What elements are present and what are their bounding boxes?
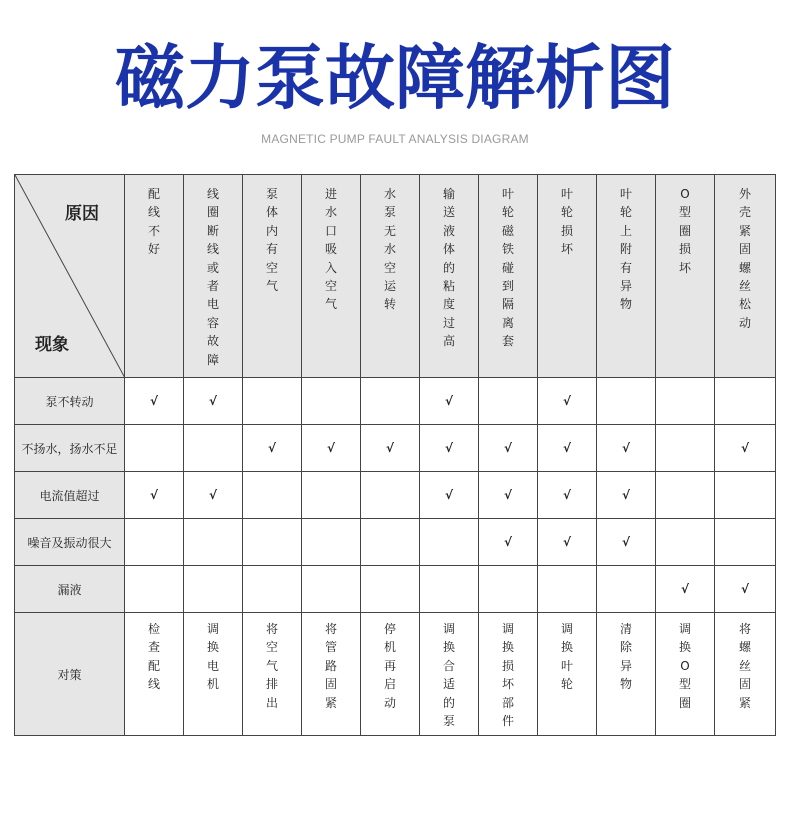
cause-header-1 — [125, 175, 184, 378]
cause-header-label: 进水口吸入空气 — [324, 187, 337, 312]
empty-cell — [538, 566, 597, 613]
check-mark-cell: √ — [302, 425, 361, 472]
empty-cell — [361, 519, 420, 566]
check-mark-cell: √ — [420, 425, 479, 472]
solution-text: 调换叶轮 — [560, 622, 573, 692]
cause-header-7 — [479, 175, 538, 378]
solution-text: 检查配线 — [147, 622, 160, 692]
solution-text: 清除异物 — [619, 622, 632, 692]
check-mark-cell: √ — [538, 378, 597, 425]
phenomenon-label: 泵不转动 — [15, 378, 125, 425]
phenomenon-row — [15, 378, 776, 425]
cause-header-9 — [597, 175, 656, 378]
solution-text: 将空气排出 — [265, 622, 278, 710]
empty-cell — [361, 472, 420, 519]
phenomenon-label: 漏液 — [15, 566, 125, 613]
check-mark-cell: √ — [597, 472, 656, 519]
check-mark-cell: √ — [715, 566, 776, 613]
page-subtitle: MAGNETIC PUMP FAULT ANALYSIS DIAGRAM — [261, 132, 529, 146]
solution-text: 调换损坏部件 — [501, 622, 514, 729]
solution-text: 将管路固紧 — [324, 622, 337, 710]
solution-text: 停机再启动 — [383, 622, 396, 710]
empty-cell — [184, 566, 243, 613]
check-mark-cell: √ — [479, 472, 538, 519]
empty-cell — [715, 378, 776, 425]
solution-text: 调换合适的泵 — [442, 622, 455, 729]
solution-cell-3 — [243, 613, 302, 736]
check-mark-cell: √ — [538, 425, 597, 472]
cause-header-label: 泵体内有空气 — [265, 187, 278, 294]
check-mark-cell: √ — [715, 425, 776, 472]
empty-cell — [597, 566, 656, 613]
solution-text: 调换O型圈 — [678, 622, 691, 710]
empty-cell — [184, 425, 243, 472]
check-mark-cell: √ — [184, 472, 243, 519]
corner-cell — [15, 175, 125, 378]
check-mark-cell: √ — [184, 378, 243, 425]
check-mark-cell: √ — [597, 425, 656, 472]
check-mark-cell: √ — [125, 472, 184, 519]
empty-cell — [302, 566, 361, 613]
phenomenon-row — [15, 566, 776, 613]
solution-cell-5 — [361, 613, 420, 736]
fault-analysis-table — [14, 174, 776, 736]
solution-cell-1 — [125, 613, 184, 736]
cause-header-label: 线圈断线或者电容故障 — [206, 187, 219, 367]
empty-cell — [479, 378, 538, 425]
cause-header-label: 叶轮损坏 — [560, 187, 573, 257]
check-mark-cell: √ — [479, 519, 538, 566]
solution-row-label: 对策 — [15, 613, 125, 736]
cause-header-11 — [715, 175, 776, 378]
empty-cell — [361, 566, 420, 613]
phenomenon-axis-label: 现象 — [35, 335, 69, 355]
check-mark-cell: √ — [538, 519, 597, 566]
empty-cell — [243, 519, 302, 566]
cause-header-label: 叶轮磁铁碰到隔离套 — [501, 187, 514, 349]
cause-header-label: 外壳紧固螺丝松动 — [738, 187, 751, 330]
check-mark-cell: √ — [479, 425, 538, 472]
empty-cell — [420, 519, 479, 566]
check-mark-cell: √ — [597, 519, 656, 566]
check-mark-cell: √ — [420, 378, 479, 425]
empty-cell — [125, 566, 184, 613]
check-mark-cell: √ — [538, 472, 597, 519]
cause-header-3 — [243, 175, 302, 378]
cause-header-4 — [302, 175, 361, 378]
cause-header-2 — [184, 175, 243, 378]
solution-row — [15, 613, 776, 736]
cause-header-label: 叶轮上附有异物 — [619, 187, 632, 312]
solution-cell-2 — [184, 613, 243, 736]
empty-cell — [656, 378, 715, 425]
cause-header-8 — [538, 175, 597, 378]
phenomenon-row — [15, 425, 776, 472]
check-mark-cell: √ — [125, 378, 184, 425]
check-mark-cell: √ — [243, 425, 302, 472]
solution-cell-7 — [479, 613, 538, 736]
solution-cell-8 — [538, 613, 597, 736]
solution-cell-9 — [597, 613, 656, 736]
check-mark-cell: √ — [656, 566, 715, 613]
empty-cell — [479, 566, 538, 613]
solution-cell-10 — [656, 613, 715, 736]
solution-cell-4 — [302, 613, 361, 736]
solution-cell-11 — [715, 613, 776, 736]
empty-cell — [302, 472, 361, 519]
cause-axis-label: 原因 — [65, 204, 99, 224]
cause-header-label: 输送液体的粘度过高 — [442, 187, 455, 349]
phenomenon-label: 电流值超过 — [15, 472, 125, 519]
cause-header-label: O型圈损坏 — [678, 187, 691, 275]
cause-header-label: 水泵无水空运转 — [383, 187, 396, 312]
check-mark-cell: √ — [361, 425, 420, 472]
empty-cell — [243, 472, 302, 519]
phenomenon-label: 不扬水，扬水不足 — [15, 425, 125, 472]
cause-header-6 — [420, 175, 479, 378]
empty-cell — [361, 378, 420, 425]
empty-cell — [715, 472, 776, 519]
cause-header-10 — [656, 175, 715, 378]
empty-cell — [125, 425, 184, 472]
solution-text: 将螺丝固紧 — [738, 622, 751, 710]
empty-cell — [715, 519, 776, 566]
empty-cell — [656, 425, 715, 472]
empty-cell — [125, 519, 184, 566]
cause-header-5 — [361, 175, 420, 378]
cause-header-label: 配线不好 — [147, 187, 160, 257]
empty-cell — [302, 378, 361, 425]
phenomenon-row — [15, 519, 776, 566]
phenomenon-label: 噪音及振动很大 — [15, 519, 125, 566]
empty-cell — [597, 378, 656, 425]
empty-cell — [302, 519, 361, 566]
empty-cell — [184, 519, 243, 566]
solution-text: 调换电机 — [206, 622, 219, 692]
empty-cell — [243, 378, 302, 425]
phenomenon-row — [15, 472, 776, 519]
solution-cell-6 — [420, 613, 479, 736]
page-title: 磁力泵故障解析图 — [115, 37, 675, 119]
empty-cell — [656, 472, 715, 519]
empty-cell — [243, 566, 302, 613]
empty-cell — [420, 566, 479, 613]
check-mark-cell: √ — [420, 472, 479, 519]
empty-cell — [656, 519, 715, 566]
